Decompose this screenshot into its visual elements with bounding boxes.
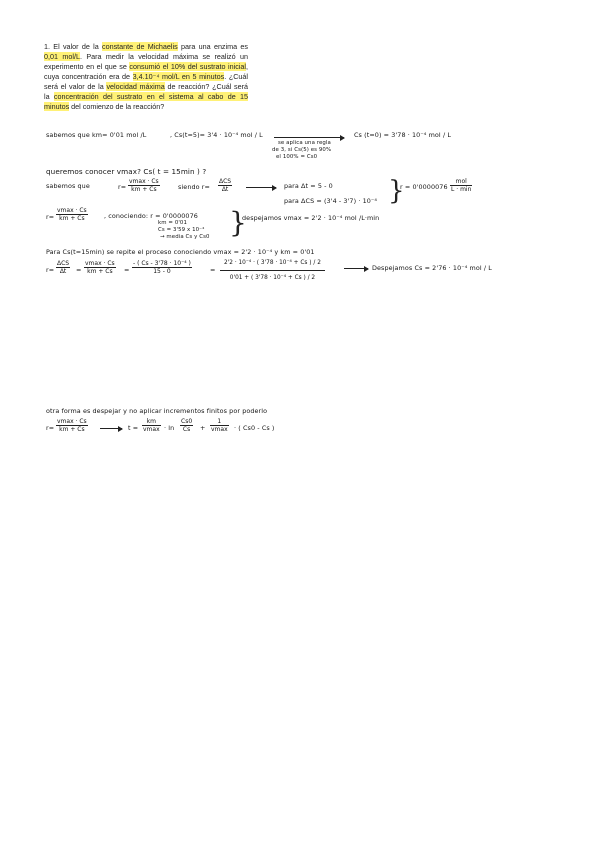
delta-fraction: [56, 260, 70, 275]
problem-text: 1. El valor de la: [44, 42, 102, 51]
ln-label: · ln: [164, 424, 175, 432]
problem-text: de reacción? ¿Cuál será la: [44, 82, 249, 101]
km-vmax-fraction: [142, 418, 161, 433]
problem-statement: [44, 42, 248, 112]
fraction-denominator: Δt: [221, 186, 229, 193]
highlight-michaelis: constante de Michaelis: [102, 42, 178, 51]
fraction-denominator: km + Cs: [59, 215, 85, 222]
fraction-numerator: ΔCS: [57, 260, 70, 267]
rate-formula-fraction: [56, 418, 88, 433]
finite-difference-fraction: [132, 260, 192, 275]
fraction-numerator: vmax · Cs: [57, 207, 87, 214]
cs0-value: Cs (t=0) = 3'78 · 10⁻⁴ mol / L: [354, 131, 451, 139]
arrow: [246, 187, 276, 188]
rate-formula-fraction: [56, 207, 88, 222]
alternative-method: otra forma es despejar y no aplicar incrementos finitos por poderlo: [46, 407, 268, 415]
sabemos-que: sabemos que: [46, 182, 90, 190]
arrow: [100, 428, 122, 429]
fraction-denominator: vmax: [211, 426, 228, 433]
problem-text: del comienzo de la reacción?: [69, 102, 165, 111]
para-dcs: para ΔCS = (3'4 - 3'7) · 10⁻⁴: [284, 197, 378, 205]
rate-result: r = 0'0000076: [400, 183, 448, 191]
inverse-vmax-fraction: [210, 418, 229, 433]
rate-r-label: r=: [46, 424, 55, 432]
highlight-consumed: consumió el 10% del sustrato inicial: [129, 62, 246, 71]
conociendo: , conociendo: r = 0'0000076: [104, 212, 198, 220]
media-note: → media Cs y Cs0: [160, 234, 210, 240]
fraction-numerator: 2'2 · 10⁻⁴ · ( 3'78 · 10⁻⁴ + Cs ) / 2: [220, 258, 325, 271]
highlight-vmax: velocidad máxima: [106, 82, 165, 91]
unit-fraction: [450, 178, 472, 193]
fraction-numerator: ΔCS: [219, 178, 232, 185]
fraction-denominator: km + Cs: [87, 268, 113, 275]
fraction-numerator: vmax · Cs: [129, 178, 159, 185]
fraction-numerator: vmax · Cs: [85, 260, 115, 267]
fraction-denominator: 15 - 0: [153, 268, 171, 275]
cs15-result: Despejamos Cs = 2'76 · 10⁻⁴ mol / L: [372, 264, 492, 272]
highlight-substrate-15min: concentración del sustrato en el sistema al cabo de 15 minutos: [44, 92, 249, 111]
tail-term: · ( Cs0 - Cs ): [234, 424, 275, 432]
fraction-denominator: Cs: [182, 426, 191, 433]
rate-r-label: r=: [46, 213, 55, 221]
rule-note-3: el 100% = Cs0: [276, 154, 318, 160]
known-km: sabemos que km= 0'01 mol /L: [46, 131, 147, 139]
rate-r-label: r=: [46, 266, 55, 274]
delta-fraction: [218, 178, 232, 193]
problem-text: . Para medir la velocidad máxima se realizó un experimento en el que se: [44, 52, 249, 71]
rule-note-1: se aplica una regla: [278, 140, 331, 146]
fraction-numerator: vmax · Cs: [57, 418, 87, 425]
arrow: [344, 268, 368, 269]
plus-sign: +: [200, 424, 206, 432]
fraction-denominator: L · min: [451, 186, 472, 193]
known-km-short: km = 0'01: [158, 220, 187, 226]
siendo-label: siendo r=: [178, 183, 210, 191]
problem-text: , cuya concentración era de: [44, 62, 248, 81]
problem-text: . ¿Cuál será el valor de la: [44, 72, 248, 91]
question-line: queremos conocer vmax? Cs( t = 15min ) ?: [46, 167, 207, 176]
para-dt: para Δt = 5 - 0: [284, 182, 333, 190]
fraction-denominator: km + Cs: [131, 186, 157, 193]
highlight-km-value: 0,01 mol/L: [44, 52, 80, 61]
fraction-numerator: Cs0: [181, 418, 193, 425]
rate-formula-fraction: [128, 178, 160, 193]
equals-sign: =: [124, 266, 130, 274]
big-fraction: [220, 258, 325, 283]
fraction-numerator: km: [142, 418, 161, 426]
highlight-concentration: 3,4.10⁻⁴ mol/L en 5 minutos: [132, 72, 225, 81]
cs0-cs-fraction: [180, 418, 193, 433]
vmax-result: despejamos vmax = 2'2 · 10⁻⁴ mol /L·min: [242, 214, 380, 222]
right-brace: }: [388, 176, 405, 206]
fraction-numerator: 1: [210, 418, 229, 426]
fraction-numerator: - ( Cs - 3'78 · 10⁻⁴ ): [133, 260, 191, 267]
problem-text: para una enzima es: [177, 42, 248, 51]
fraction-denominator: vmax: [143, 426, 160, 433]
fraction-denominator: km + Cs: [59, 426, 85, 433]
fraction-denominator: 0'01 + ( 3'78 · 10⁻⁴ + Cs ) / 2: [229, 275, 316, 281]
para-cs15: Para Cs(t=15min) se repite el proceso conociendo vmax = 2'2 · 10⁻⁴ y km = 0'01: [46, 248, 315, 256]
fraction-denominator: Δt: [59, 268, 67, 275]
rate-r-label: r=: [118, 183, 127, 191]
known-cs-mean: Cs = 3'59 x 10⁻⁴: [158, 227, 205, 233]
known-cs5: , Cs(t=5)= 3'4 · 10⁻⁴ mol / L: [170, 131, 263, 139]
rate-formula-fraction: [84, 260, 116, 275]
equals-sign: =: [210, 266, 216, 274]
right-brace: }: [229, 206, 247, 239]
fraction-numerator: mol: [450, 178, 472, 186]
time-label: t =: [128, 424, 139, 432]
equals-sign: =: [76, 266, 82, 274]
rule-note-2: de 3, si Cs(5) es 90%: [272, 147, 332, 153]
arrow: [274, 137, 344, 138]
